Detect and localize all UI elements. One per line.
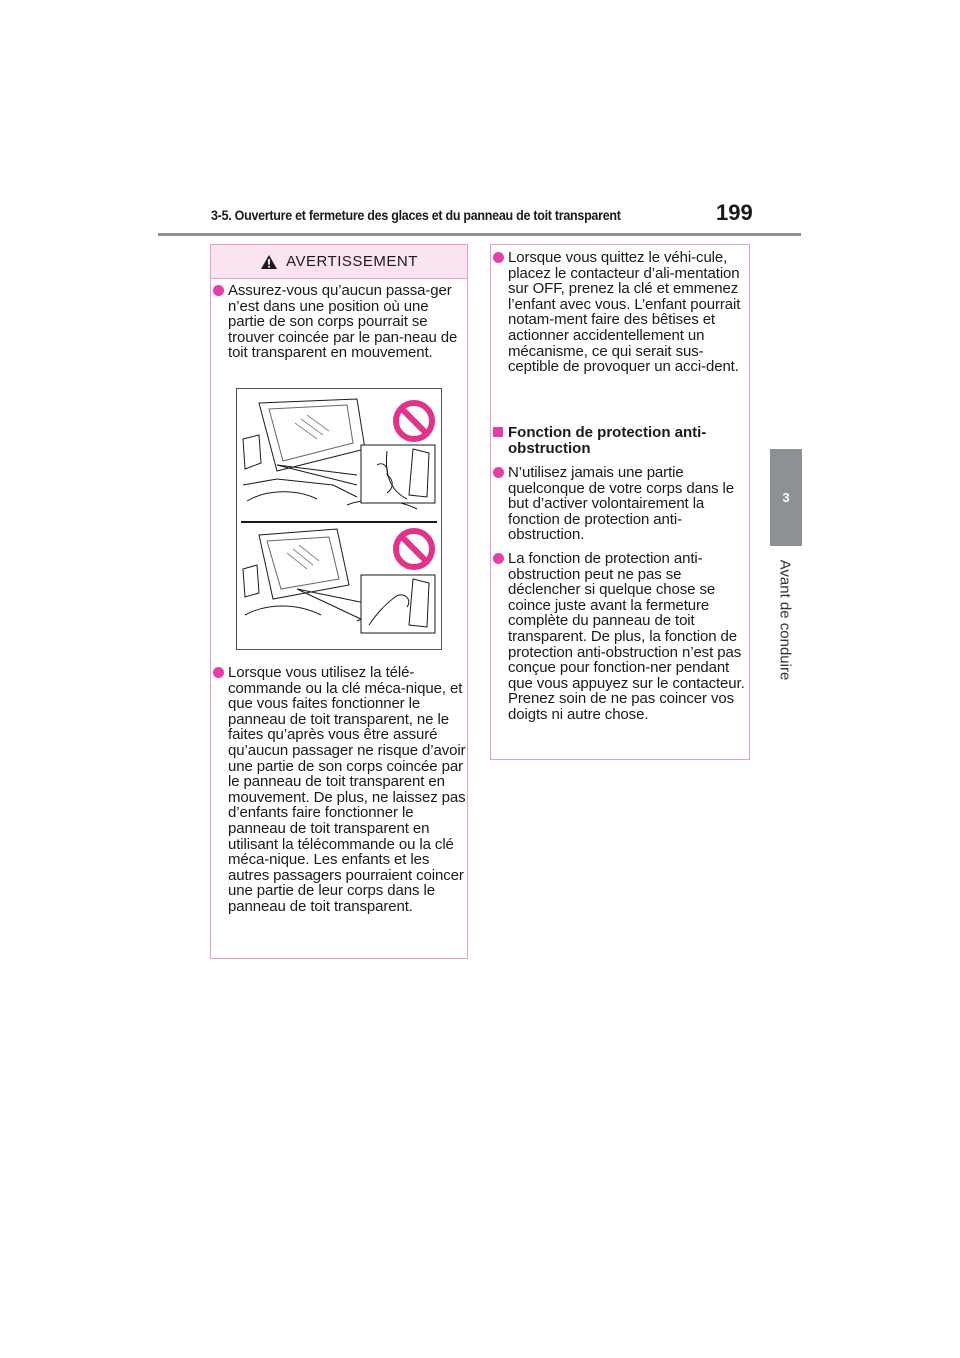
warning-bullet [211,665,468,915]
subheading [491,425,750,457]
bullet-dot [213,285,224,296]
warning-title: AVERTISSEMENT [286,253,418,270]
subheading-square [493,427,503,437]
illustration-drawing [237,389,441,649]
bullet-dot [493,553,504,564]
right-column-box [490,244,750,760]
warning-bullet-text: Assurez-vous qu’aucun passa-ger n’est dans une position où une partie de son corps pourrait se trouver coincée par le pan-neau de toit transparent en mouvement. [228,282,458,362]
prohibition-icon [396,531,432,567]
warning-triangle-icon [260,254,278,270]
bullet-dot [493,252,504,263]
right-bullet [491,465,750,543]
chapter-number: 3 [782,490,790,505]
right-bullet-text: N’utilisez jamais une partie quelconque de votre corps dans le but d’activer volontairement la fonction de protection anti-obstruction. [508,464,735,544]
bullet-dot [493,467,504,478]
warning-bullet-text: Lorsque vous utilisez la télé-commande ou la clé méca-nique, et que vous faites fonctionner le panneau de toit transparent, ne le faites qu’après vous être assuré qu’aucun passager ne risque d’avoir une partie de son corps coincée par le panneau de toit transparent en mouvement. De plus, ne laissez pas d’enfants faire fonctionner le panneau de toit transparent en utilisant la télécommande ou la clé méca-nique. Les enfants et les autres passagers pourraient coincer une partie de leur corps dans le panneau de toit transparent. [228,664,466,915]
right-bullet [491,250,750,375]
header-rule [158,233,801,236]
section-title: 3-5. Ouverture et fermeture des glaces et du panneau de toit transparent [211,208,621,223]
right-bullet [491,551,750,723]
bullet-dot [213,667,224,678]
page-number: 199 [716,200,753,225]
sunroof-illustration [236,388,442,650]
warning-header [211,245,467,279]
warning-bullet [211,283,468,361]
chapter-label: Avant de conduire [776,559,794,681]
right-bullet-text: La fonction de protection anti-obstruction peut ne pas se déclencher si quelque chose se coince juste avant la fermeture complète du panneau de toit transparent. De plus, la fonction de protection anti-obstruction n’est pas conçue pour fonction-ner pendant que vous appuyez sur le contacteur. Prenez soin de ne pas coincer vos doigts ni autre chose. [508,550,745,723]
prohibition-icon [396,403,432,439]
chapter-tab[interactable] [770,449,802,546]
right-bullet-text: Lorsque vous quittez le véhi-cule, placez le contacteur d’ali-mentation sur OFF, prenez la clé et emmenez l’enfant avec vous. L’enfant pourrait notam-ment faire des bêtises et actionner accidentellement un mécanisme, ce qui serait sus-ceptible de provoquer un acci-dent. [508,249,741,376]
subheading-text: Fonction de protection anti-obstruction [508,424,707,457]
